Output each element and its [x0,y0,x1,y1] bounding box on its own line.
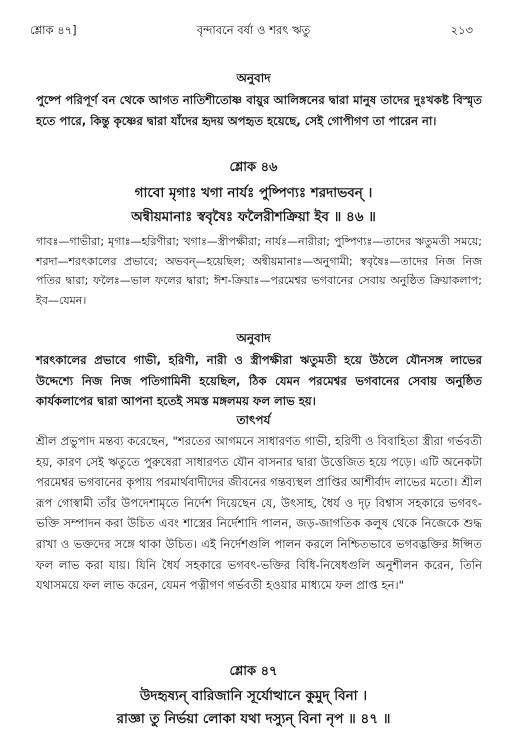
translation-paragraph: পুষ্পে পরিপূর্ণ বন থেকে আগত নাতিশীতোষ্ণ বায়ুর আলিঙ্গনের দ্বারা মানুষ তাদের দুঃখকষ্ট বিস্মৃত হতে পারে, কিন্তু কৃষ্ণের দ্বারা যাঁদের হৃদয় অপহৃত হয়েছে, সেই গোপীগণ তা পারেন না। [36,93,482,128]
translation-paragraph: শরৎকালের প্রভাবে গাভী, হরিণী, নারী ও স্ত্রীপক্ষীরা ঋতুমতী হয়ে উঠলে যৌনসঙ্গ লাভের উদ্দেশ্যে নিজ নিজ পতিগামিনী হয়েছিল, ঠিক যেমন পরমেশ্বর ভগবানের সেবায় অনুষ্ঠিত কার্যকলাপের দ্বারা আপনা হতেই সমস্ত মঙ্গলময় ফল লাভ হয়। [36,353,482,409]
verse-46-line-1: গাবো মৃগাঃ খগা নার্যঃ পুষ্পিণ্যঃ শরদাভবন্ । [134,185,373,201]
header-chapter-title: বৃন্দাবনে বর্ষা ও শরৎ ঋতু [196,23,311,37]
purport-text [36,431,482,596]
verse-47-line-2: রাজ্ঞা তু নির্ভয়া লোকা যথা দস্যুন্ বিনা নৃপ ॥ ৪৭ ॥ [116,711,391,727]
page-number: ২১৩ [450,23,473,37]
running-header [0,22,507,38]
purport-heading: তাৎপর্য [236,413,271,427]
verse-47-heading: শ্লোক ৪৭ [229,664,278,679]
verse-47-line-1: উদহৃষ্যন্ বারিজানি সূর্যোত্থানে কুমুদ্ বিনা । [139,688,368,704]
translation-heading: অনুবাদ [236,71,271,85]
synonyms-paragraph: গাবঃ—গাভীরা; মৃগাঃ—হরিণীরা; খগাঃ—স্ত্রীপক্ষীরা; নার্যঃ—নারীরা; পুষ্পিণ্যঃ—তাদের ঋতুমতী সময়ে; শরদা—শরৎকালের প্রভাবে; অভবন্—হয়েছিল; অন্বীয়মানাঃ—অনুগামী; স্ববৃষৈঃ—তাদের নিজ নিজ পতির দ্বারা; ফলৈঃ—ভাল ফলের দ্বারা; ঈশ-ক্রিয়াঃ—পরমেশ্বর ভগবানের সেবায় অনুষ্ঠিত ক্রিয়াকলাপ; ইব—যেমন। [36,235,482,307]
verse-46-heading: শ্লোক ৪৬ [229,160,278,175]
synonyms [36,232,482,310]
translation-heading: অনুবাদ [236,331,271,345]
purport-paragraph: শ্রীল প্রভুপাদ মন্তব্য করেছেন, "শরতের আগমনে সাধারণত গাভী, হরিণী ও বিবাহিতা স্ত্রীরা গর্ভবতী হয়, কারণ সেই ঋতুতে পুরুষেরা সাধারণত যৌন বাসনার দ্বারা উত্তেজিত হয়ে পড়ে। এটি অনেকটা পরমেশ্বর ভগবানের কৃপায় পরমার্থবাদীদের জীবনের গন্তব্যস্থল প্রাপ্তির আশীর্বাদ লাভের মতো। শ্রীল রূপ গোস্বামী তাঁর উপদেশামৃতে নির্দেশ দিয়েছেন যে, উৎসাহ, ধৈর্য ও দৃঢ় বিশ্বাস সহকারে ভগবৎ-ভক্তি সম্পাদন করা উচিত এবং শাস্ত্রের নির্দেশাদি পালন, জড়-জাগতিক কলুষ থেকে নিজেকে শুদ্ধ রাখা ও ভক্তদের সঙ্গে থাকা উচিত। এই নির্দেশগুলি পালন করলে নিশ্চিতভাবে ভগবদ্ভক্তির ঈপ্সিত ফল লাভ করা যায়। যিনি ধৈর্য সহকারে ভগবৎ-ভক্তির বিধি-নিষেধগুলি অনুশীলন করেন, তিনি যথাসময়ে ফল লাভ করেন, যেমন পত্নীগণ গর্ভবতী হওয়ার মাধ্যমে ফল প্রাপ্ত হন।" [36,434,482,593]
translation-text [36,350,482,412]
verse-46-line-2: অন্বীয়মানাঃ স্ববৃষৈঃ ফলৈরীশক্রিয়া ইব ॥ ৪৬ ॥ [131,209,376,225]
translation-text [36,90,482,131]
header-verse-ref: শ্লোক ৪৭] [30,23,77,37]
